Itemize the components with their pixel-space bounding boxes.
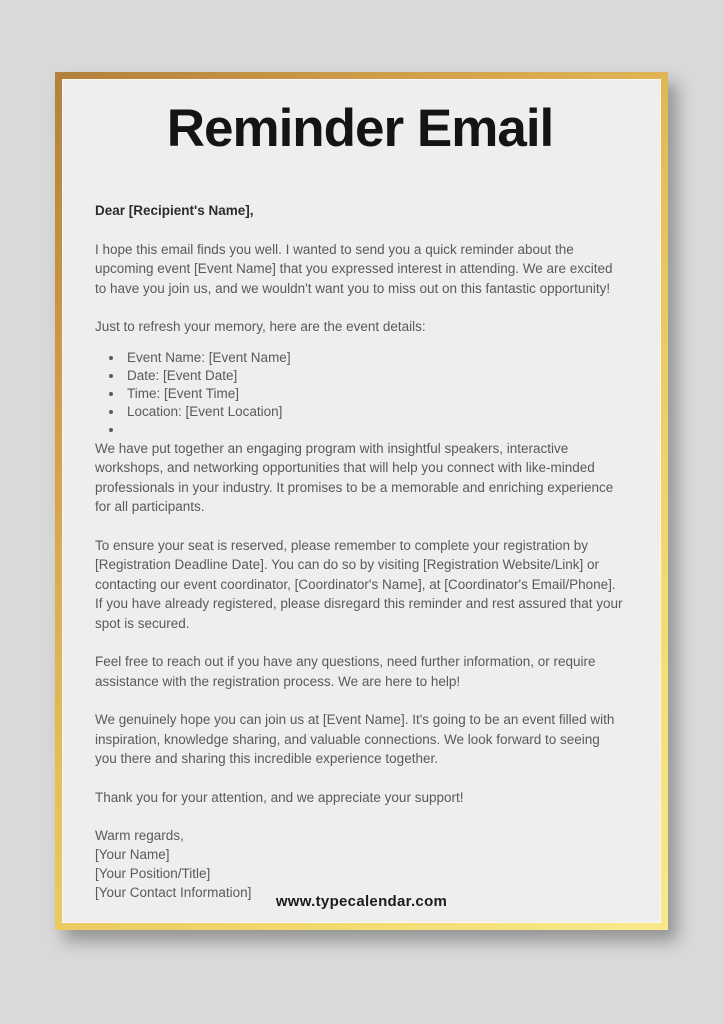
signature-closing: Warm regards, xyxy=(95,828,184,843)
list-item-date: • Date: [Event Date] ​ xyxy=(124,367,625,385)
signature-contact: [Your Contact Information] xyxy=(95,885,252,900)
gold-frame xyxy=(55,72,668,930)
questions-paragraph: Feel free to reach out if you have any questions, need further information, or require assistance with the registration process. We are here to help! xyxy=(95,654,596,689)
signature-block xyxy=(95,826,625,902)
hope-paragraph: We genuinely hope you can join us at [Event Name]. It's going to be an event filled with inspiration, knowledge sharing, and valuable connections. We look forward to seeing you there and sharing this incredible experience together. xyxy=(95,712,615,766)
salutation: Dear [Recipient's Name], xyxy=(95,203,254,218)
refresh-paragraph: Just to refresh your memory, here are the event details: xyxy=(95,319,426,334)
list-item-location: • Location: [Event Location] ​ xyxy=(124,403,625,421)
event-details-list xyxy=(95,349,625,439)
letter-paper xyxy=(62,79,661,923)
signature-position: [Your Position/Title] xyxy=(95,866,211,881)
list-item-event-name: • Event Name: [Event Name] ​ xyxy=(124,349,625,367)
footer-website: www.typecalendar.com xyxy=(275,893,448,910)
list-item-empty xyxy=(124,421,625,439)
program-paragraph: We have put together an engaging program with insightful speakers, interactive workshops, and networking opportunities that will help you connect with like-minded professionals in your industry. It promises to be a memorable and enriching experience for all participants. xyxy=(95,440,614,514)
thanks-paragraph: Thank you for your attention, and we appreciate your support! xyxy=(95,789,464,805)
page-title: Reminder Email xyxy=(166,99,554,158)
intro-paragraph: I hope this email finds you well. I wanted to send you a quick reminder about the upcoming event [Event Name] that you expressed interest in attending. We are excited to have you join us, and we wouldn't want you to miss out on this fantastic opportunity! xyxy=(95,241,613,296)
list-item-time: • Time: [Event Time] ​ xyxy=(124,385,625,403)
registration-paragraph: To ensure your seat is reserved, please remember to complete your registration by [Registration Deadline Date]. You can do so by visiting [Registration Website/Link] or contacting our event coordinator, [Coordinator's Name], at [Coordinator's Email/Phone]. If you have already registered, please disregard this reminder and rest assured that your spot is secured. xyxy=(95,537,623,631)
signature-name: [Your Name] xyxy=(95,847,170,862)
